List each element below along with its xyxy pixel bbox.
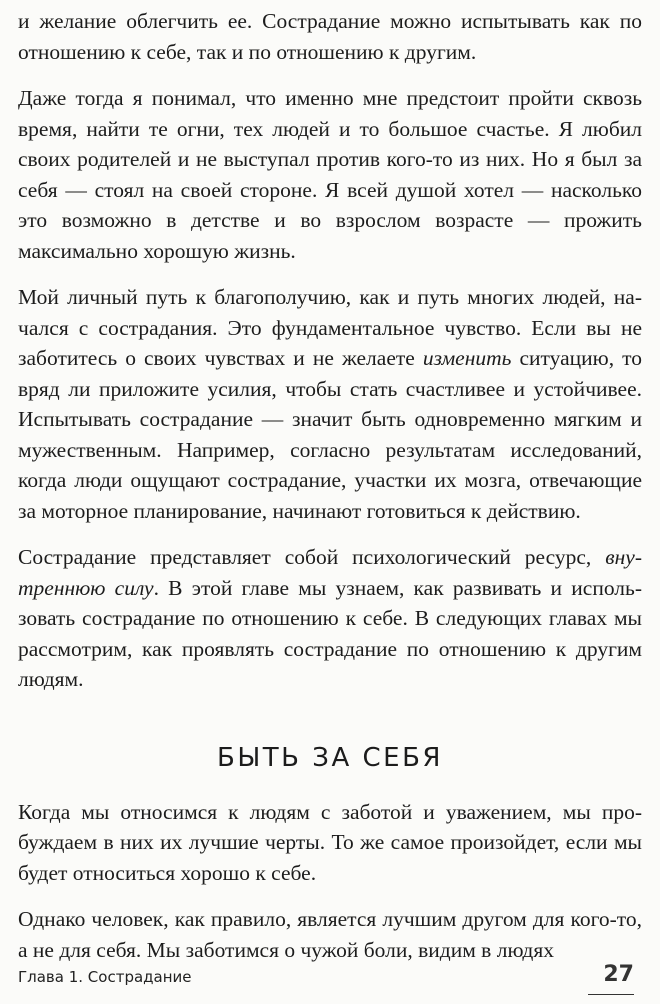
paragraph-text: Сострадание представляет собой психологический ресурс,	[18, 545, 606, 569]
paragraph-text: и желание облегчить ее. Сострадание можно испытывать как по отношению к себе, так и по отношению к другим.	[18, 9, 642, 64]
emphasis-text: внутреннюю силу	[18, 545, 642, 600]
paragraph-text: Когда мы относимся к людям с заботой и уважением, мы пробуждаем в них их лучшие черты. То же самое произойдет, если мы будет относиться хорошо к себе.	[18, 799, 642, 885]
section-heading: БЫТЬ ЗА СЕБЯ	[217, 742, 443, 773]
page-body	[18, 0, 642, 965]
paragraph	[18, 904, 642, 965]
page-number: 27	[603, 962, 634, 987]
paragraph-text: Даже тогда я понимал, что именно мне предстоит пройти сквозь время, найти те огни, тех людей и то большое счастье. Я любил своих родителей и не выступал против кого-то из них. Но я был за себя — стоял на своей стороне. Я всей душой хотел — насколько это возможно в детстве и во взрослом возрасте — прожить максимально хорошую жизнь.	[18, 86, 642, 263]
text-block-after-heading	[18, 797, 642, 966]
paragraph	[18, 542, 642, 695]
running-title: Глава 1. Сострадание	[18, 968, 192, 986]
paragraph	[18, 83, 642, 266]
paragraph-text: Однако человек, как правило, является лучшим другом для кого-то, а не для себя. Мы заботимся о чужой боли, видим в людях	[18, 907, 642, 962]
page-footer	[18, 962, 634, 996]
paragraph-text: ситуацию, то вряд ли приложите усилия, чтобы стать счастливее и устойчивее. Испытывать сострадание — значит быть одновременно мягким и мужественным. Например, согласно результатам исследований, когда люди ощущают сострадание, участки их мозга, отвечающие за моторное планирование, начинают готовиться к действию.	[18, 346, 643, 523]
emphasis-text: изменить	[422, 346, 512, 370]
paragraph	[18, 6, 642, 67]
paragraph	[18, 282, 642, 526]
page-number-rule	[588, 994, 634, 995]
text-block-before-heading	[18, 6, 642, 695]
paragraph-text: Мой личный путь к благополучию, как и путь многих людей, начался с сострадания. Это фундаментальное чувство. Если вы не заботитесь о своих чувствах и не желаете	[18, 285, 642, 370]
paragraph	[18, 797, 642, 889]
paragraph-text: . В этой главе мы узнаем, как развивать и использовать сострадание по отношению к себе. В следующих главах мы рассмотрим, как проявлять сострадание по отношению к другим людям.	[18, 575, 642, 691]
